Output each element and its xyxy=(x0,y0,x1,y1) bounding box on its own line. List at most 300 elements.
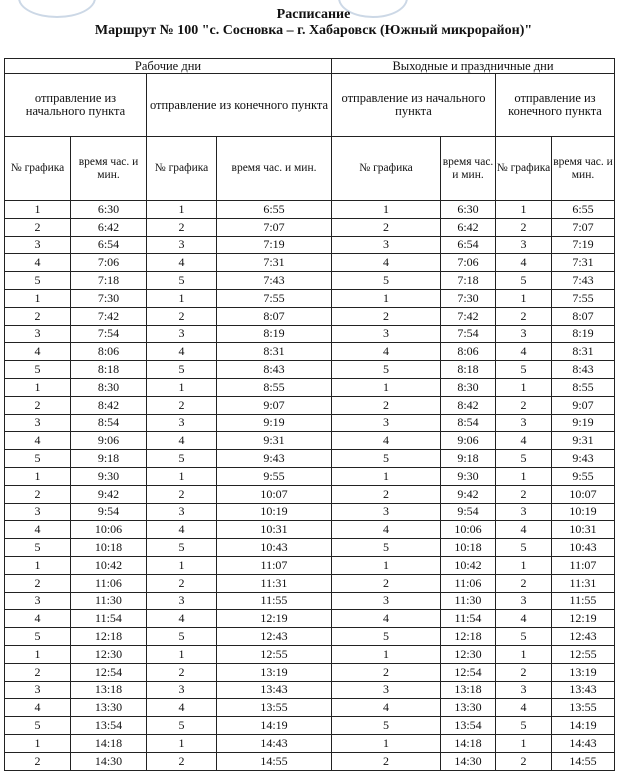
table-cell: 11:55 xyxy=(552,592,615,610)
table-cell: 3 xyxy=(147,325,217,343)
table-cell: 9:07 xyxy=(552,396,615,414)
table-cell: 8:54 xyxy=(441,414,496,432)
table-cell: 11:30 xyxy=(71,592,147,610)
table-cell: 3 xyxy=(332,592,441,610)
table-cell: 1 xyxy=(5,289,71,307)
table-cell: 13:54 xyxy=(441,717,496,735)
table-cell: 3 xyxy=(5,592,71,610)
table-cell: 13:30 xyxy=(441,699,496,717)
table-cell: 10:07 xyxy=(552,485,615,503)
table-cell: 2 xyxy=(5,396,71,414)
table-cell: 5 xyxy=(5,628,71,646)
group-header-weekdays: Рабочие дни xyxy=(5,59,332,74)
table-row xyxy=(5,610,615,628)
table-cell: 2 xyxy=(5,574,71,592)
table-cell: 3 xyxy=(332,503,441,521)
table-row xyxy=(5,734,615,752)
table-cell: 2 xyxy=(332,752,441,770)
table-cell: 14:30 xyxy=(71,752,147,770)
route-subtitle: Маршрут № 100 "с. Сосновка – г. Хабаровск (Южный микрорайон)" xyxy=(94,23,533,38)
table-cell: 5 xyxy=(496,628,552,646)
table-cell: 11:30 xyxy=(441,592,496,610)
column-header: № графика xyxy=(332,137,441,201)
table-cell: 5 xyxy=(496,717,552,735)
table-cell: 4 xyxy=(332,521,441,539)
table-cell: 9:43 xyxy=(217,450,332,468)
table-cell: 1 xyxy=(147,645,217,663)
table-cell: 5 xyxy=(147,272,217,290)
table-cell: 4 xyxy=(332,699,441,717)
table-cell: 6:54 xyxy=(441,236,496,254)
table-cell: 5 xyxy=(332,450,441,468)
table-cell: 6:30 xyxy=(441,201,496,219)
table-cell: 5 xyxy=(496,539,552,557)
table-cell: 9:43 xyxy=(552,450,615,468)
table-cell: 12:43 xyxy=(217,628,332,646)
table-cell: 7:31 xyxy=(217,254,332,272)
table-cell: 2 xyxy=(5,218,71,236)
table-cell: 2 xyxy=(496,485,552,503)
table-cell: 2 xyxy=(147,396,217,414)
table-cell: 8:07 xyxy=(217,307,332,325)
table-cell: 11:54 xyxy=(71,610,147,628)
table-cell: 1 xyxy=(332,645,441,663)
table-cell: 1 xyxy=(5,645,71,663)
table-cell: 4 xyxy=(5,610,71,628)
table-row xyxy=(5,201,615,219)
table-cell: 2 xyxy=(147,663,217,681)
table-row xyxy=(5,236,615,254)
table-row xyxy=(5,752,615,770)
table-cell: 9:54 xyxy=(441,503,496,521)
table-cell: 2 xyxy=(496,574,552,592)
table-cell: 8:07 xyxy=(552,307,615,325)
table-cell: 8:18 xyxy=(71,361,147,379)
table-cell: 1 xyxy=(5,378,71,396)
table-cell: 5 xyxy=(147,361,217,379)
table-cell: 3 xyxy=(5,325,71,343)
table-cell: 7:55 xyxy=(552,289,615,307)
table-cell: 8:31 xyxy=(552,343,615,361)
table-cell: 4 xyxy=(5,432,71,450)
table-cell: 5 xyxy=(5,539,71,557)
table-cell: 4 xyxy=(332,343,441,361)
table-cell: 12:19 xyxy=(552,610,615,628)
table-cell: 12:43 xyxy=(552,628,615,646)
table-row xyxy=(5,414,615,432)
table-cell: 1 xyxy=(496,556,552,574)
table-cell: 8:19 xyxy=(552,325,615,343)
table-cell: 7:30 xyxy=(71,289,147,307)
table-cell: 12:54 xyxy=(441,663,496,681)
table-row xyxy=(5,307,615,325)
table-cell: 1 xyxy=(147,467,217,485)
table-cell: 1 xyxy=(147,378,217,396)
table-row xyxy=(5,628,615,646)
table-cell: 10:18 xyxy=(441,539,496,557)
table-row xyxy=(5,325,615,343)
table-cell: 1 xyxy=(496,201,552,219)
table-cell: 10:18 xyxy=(71,539,147,557)
table-row xyxy=(5,378,615,396)
table-cell: 7:54 xyxy=(441,325,496,343)
table-cell: 3 xyxy=(496,414,552,432)
table-cell: 9:06 xyxy=(71,432,147,450)
table-cell: 11:55 xyxy=(217,592,332,610)
table-cell: 3 xyxy=(5,503,71,521)
table-cell: 5 xyxy=(147,450,217,468)
table-cell: 5 xyxy=(496,361,552,379)
table-cell: 2 xyxy=(332,307,441,325)
table-cell: 3 xyxy=(496,592,552,610)
table-cell: 7:30 xyxy=(441,289,496,307)
table-cell: 13:19 xyxy=(217,663,332,681)
table-cell: 9:55 xyxy=(552,467,615,485)
table-cell: 9:30 xyxy=(441,467,496,485)
table-cell: 4 xyxy=(496,699,552,717)
table-cell: 3 xyxy=(147,503,217,521)
table-cell: 3 xyxy=(496,236,552,254)
table-cell: 1 xyxy=(147,556,217,574)
table-cell: 8:06 xyxy=(71,343,147,361)
table-cell: 9:19 xyxy=(217,414,332,432)
table-cell: 11:07 xyxy=(552,556,615,574)
table-cell: 9:54 xyxy=(71,503,147,521)
table-row xyxy=(5,218,615,236)
table-cell: 3 xyxy=(332,236,441,254)
table-cell: 4 xyxy=(147,699,217,717)
table-cell: 10:06 xyxy=(71,521,147,539)
table-cell: 4 xyxy=(332,432,441,450)
table-cell: 13:18 xyxy=(441,681,496,699)
table-row xyxy=(5,521,615,539)
table-cell: 13:18 xyxy=(71,681,147,699)
table-row xyxy=(5,254,615,272)
table-cell: 14:55 xyxy=(217,752,332,770)
table-cell: 1 xyxy=(147,201,217,219)
schedule-table xyxy=(4,58,615,771)
table-cell: 5 xyxy=(496,272,552,290)
table-cell: 3 xyxy=(496,503,552,521)
table-cell: 1 xyxy=(332,201,441,219)
group-header-weekends: Выходные и праздничные дни xyxy=(332,59,615,74)
table-cell: 5 xyxy=(147,628,217,646)
table-cell: 4 xyxy=(496,521,552,539)
table-cell: 5 xyxy=(332,539,441,557)
table-cell: 2 xyxy=(147,218,217,236)
column-header: № графика xyxy=(496,137,552,201)
table-cell: 3 xyxy=(5,681,71,699)
table-cell: 1 xyxy=(5,467,71,485)
table-row xyxy=(5,699,615,717)
table-row xyxy=(5,717,615,735)
table-cell: 2 xyxy=(496,396,552,414)
table-cell: 2 xyxy=(147,752,217,770)
table-cell: 3 xyxy=(147,236,217,254)
subgroup-weekend-end: отправление из конечного пункта xyxy=(496,74,615,137)
table-cell: 5 xyxy=(147,717,217,735)
table-cell: 6:30 xyxy=(71,201,147,219)
table-cell: 7:43 xyxy=(552,272,615,290)
table-cell: 8:42 xyxy=(441,396,496,414)
table-cell: 5 xyxy=(5,272,71,290)
table-cell: 12:30 xyxy=(71,645,147,663)
table-cell: 7:18 xyxy=(441,272,496,290)
table-cell: 8:43 xyxy=(552,361,615,379)
table-cell: 3 xyxy=(5,236,71,254)
table-cell: 9:18 xyxy=(71,450,147,468)
table-cell: 13:43 xyxy=(552,681,615,699)
table-cell: 3 xyxy=(332,325,441,343)
table-cell: 9:19 xyxy=(552,414,615,432)
table-cell: 10:07 xyxy=(217,485,332,503)
column-header: № графика xyxy=(147,137,217,201)
table-cell: 7:06 xyxy=(71,254,147,272)
table-cell: 14:43 xyxy=(552,734,615,752)
table-cell: 2 xyxy=(332,485,441,503)
table-cell: 2 xyxy=(147,574,217,592)
table-cell: 10:31 xyxy=(552,521,615,539)
table-cell: 12:18 xyxy=(441,628,496,646)
table-cell: 9:18 xyxy=(441,450,496,468)
table-cell: 1 xyxy=(496,734,552,752)
table-cell: 11:06 xyxy=(441,574,496,592)
table-row xyxy=(5,450,615,468)
table-cell: 2 xyxy=(5,663,71,681)
table-cell: 2 xyxy=(5,307,71,325)
table-cell: 13:55 xyxy=(552,699,615,717)
table-cell: 2 xyxy=(147,307,217,325)
table-cell: 7:31 xyxy=(552,254,615,272)
table-cell: 2 xyxy=(496,663,552,681)
column-header: время час. и мин. xyxy=(441,137,496,201)
table-cell: 8:19 xyxy=(217,325,332,343)
table-cell: 11:31 xyxy=(217,574,332,592)
table-cell: 14:30 xyxy=(441,752,496,770)
table-cell: 5 xyxy=(496,450,552,468)
table-cell: 3 xyxy=(147,681,217,699)
table-row xyxy=(5,361,615,379)
table-cell: 14:18 xyxy=(71,734,147,752)
table-cell: 12:19 xyxy=(217,610,332,628)
table-cell: 10:06 xyxy=(441,521,496,539)
table-cell: 11:54 xyxy=(441,610,496,628)
table-cell: 10:19 xyxy=(217,503,332,521)
table-cell: 9:55 xyxy=(217,467,332,485)
table-row xyxy=(5,592,615,610)
schedule-body xyxy=(5,201,615,771)
table-cell: 12:18 xyxy=(71,628,147,646)
table-cell: 3 xyxy=(332,414,441,432)
table-cell: 8:55 xyxy=(217,378,332,396)
table-row xyxy=(5,289,615,307)
table-cell: 12:55 xyxy=(217,645,332,663)
table-cell: 1 xyxy=(496,645,552,663)
table-cell: 7:19 xyxy=(552,236,615,254)
table-cell: 6:54 xyxy=(71,236,147,254)
table-cell: 8:06 xyxy=(441,343,496,361)
table-cell: 10:43 xyxy=(552,539,615,557)
table-cell: 5 xyxy=(332,361,441,379)
column-header: время час. и мин. xyxy=(71,137,147,201)
table-cell: 4 xyxy=(5,699,71,717)
column-header: время час. и мин. xyxy=(552,137,615,201)
table-cell: 13:55 xyxy=(217,699,332,717)
table-row xyxy=(5,485,615,503)
table-cell: 9:07 xyxy=(217,396,332,414)
table-cell: 9:06 xyxy=(441,432,496,450)
subgroup-weekday-end: отправление из конечного пункта xyxy=(147,74,332,137)
table-cell: 7:43 xyxy=(217,272,332,290)
table-cell: 7:07 xyxy=(552,218,615,236)
table-cell: 10:42 xyxy=(71,556,147,574)
table-cell: 7:42 xyxy=(71,307,147,325)
table-cell: 10:43 xyxy=(217,539,332,557)
table-row xyxy=(5,539,615,557)
table-cell: 11:31 xyxy=(552,574,615,592)
table-cell: 14:55 xyxy=(552,752,615,770)
table-cell: 2 xyxy=(332,574,441,592)
table-row xyxy=(5,556,615,574)
table-cell: 8:30 xyxy=(441,378,496,396)
table-cell: 4 xyxy=(147,610,217,628)
table-cell: 5 xyxy=(5,361,71,379)
table-cell: 8:30 xyxy=(71,378,147,396)
table-cell: 7:19 xyxy=(217,236,332,254)
table-cell: 13:54 xyxy=(71,717,147,735)
table-cell: 9:31 xyxy=(552,432,615,450)
table-cell: 4 xyxy=(5,343,71,361)
table-cell: 6:42 xyxy=(71,218,147,236)
table-cell: 6:42 xyxy=(441,218,496,236)
table-cell: 7:42 xyxy=(441,307,496,325)
table-cell: 7:07 xyxy=(217,218,332,236)
table-row xyxy=(5,503,615,521)
table-cell: 2 xyxy=(496,218,552,236)
table-cell: 1 xyxy=(147,734,217,752)
table-cell: 3 xyxy=(147,592,217,610)
table-row xyxy=(5,645,615,663)
table-row xyxy=(5,343,615,361)
table-cell: 3 xyxy=(496,325,552,343)
table-cell: 4 xyxy=(147,343,217,361)
table-cell: 1 xyxy=(5,201,71,219)
table-cell: 1 xyxy=(332,734,441,752)
table-cell: 1 xyxy=(5,734,71,752)
table-row xyxy=(5,432,615,450)
table-cell: 3 xyxy=(496,681,552,699)
table-cell: 14:43 xyxy=(217,734,332,752)
table-cell: 10:31 xyxy=(217,521,332,539)
table-cell: 4 xyxy=(496,432,552,450)
table-row xyxy=(5,574,615,592)
table-cell: 4 xyxy=(332,610,441,628)
table-cell: 4 xyxy=(5,254,71,272)
table-cell: 4 xyxy=(147,254,217,272)
table-cell: 10:19 xyxy=(552,503,615,521)
table-cell: 1 xyxy=(332,556,441,574)
table-cell: 14:19 xyxy=(217,717,332,735)
table-cell: 5 xyxy=(5,450,71,468)
table-cell: 12:55 xyxy=(552,645,615,663)
table-cell: 2 xyxy=(332,218,441,236)
table-row xyxy=(5,681,615,699)
table-cell: 5 xyxy=(332,272,441,290)
table-cell: 1 xyxy=(147,289,217,307)
table-cell: 1 xyxy=(5,556,71,574)
subgroup-weekend-start: отправление из начального пункта xyxy=(332,74,496,137)
table-cell: 6:55 xyxy=(217,201,332,219)
table-cell: 9:42 xyxy=(71,485,147,503)
table-cell: 13:30 xyxy=(71,699,147,717)
table-cell: 8:43 xyxy=(217,361,332,379)
table-cell: 1 xyxy=(496,289,552,307)
table-row xyxy=(5,396,615,414)
table-cell: 9:31 xyxy=(217,432,332,450)
table-cell: 4 xyxy=(5,521,71,539)
table-cell: 2 xyxy=(496,752,552,770)
column-header: № графика xyxy=(5,137,71,201)
table-cell: 5 xyxy=(332,717,441,735)
table-cell: 1 xyxy=(332,289,441,307)
table-cell: 1 xyxy=(332,467,441,485)
table-cell: 2 xyxy=(332,396,441,414)
table-row xyxy=(5,272,615,290)
table-cell: 4 xyxy=(496,610,552,628)
table-cell: 7:06 xyxy=(441,254,496,272)
table-cell: 3 xyxy=(5,414,71,432)
table-cell: 8:55 xyxy=(552,378,615,396)
table-cell: 5 xyxy=(332,628,441,646)
table-cell: 4 xyxy=(147,521,217,539)
table-cell: 8:31 xyxy=(217,343,332,361)
table-cell: 9:30 xyxy=(71,467,147,485)
table-cell: 6:55 xyxy=(552,201,615,219)
table-cell: 4 xyxy=(332,254,441,272)
page-title: Расписание xyxy=(276,7,351,22)
table-cell: 2 xyxy=(496,307,552,325)
table-cell: 14:18 xyxy=(441,734,496,752)
table-cell: 13:19 xyxy=(552,663,615,681)
table-cell: 10:42 xyxy=(441,556,496,574)
table-cell: 5 xyxy=(5,717,71,735)
table-cell: 9:42 xyxy=(441,485,496,503)
table-row xyxy=(5,663,615,681)
table-cell: 4 xyxy=(496,254,552,272)
table-cell: 7:55 xyxy=(217,289,332,307)
table-cell: 1 xyxy=(496,467,552,485)
subgroup-weekday-start: отправление из начального пункта xyxy=(5,74,147,137)
table-cell: 1 xyxy=(332,378,441,396)
table-cell: 3 xyxy=(332,681,441,699)
table-cell: 8:18 xyxy=(441,361,496,379)
table-cell: 2 xyxy=(147,485,217,503)
table-cell: 12:54 xyxy=(71,663,147,681)
table-cell: 2 xyxy=(5,752,71,770)
table-cell: 14:19 xyxy=(552,717,615,735)
table-cell: 13:43 xyxy=(217,681,332,699)
table-cell: 7:18 xyxy=(71,272,147,290)
table-cell: 11:07 xyxy=(217,556,332,574)
table-cell: 4 xyxy=(496,343,552,361)
table-cell: 12:30 xyxy=(441,645,496,663)
table-cell: 8:54 xyxy=(71,414,147,432)
table-cell: 2 xyxy=(332,663,441,681)
table-cell: 4 xyxy=(147,432,217,450)
table-cell: 5 xyxy=(147,539,217,557)
table-cell: 2 xyxy=(5,485,71,503)
table-row xyxy=(5,467,615,485)
